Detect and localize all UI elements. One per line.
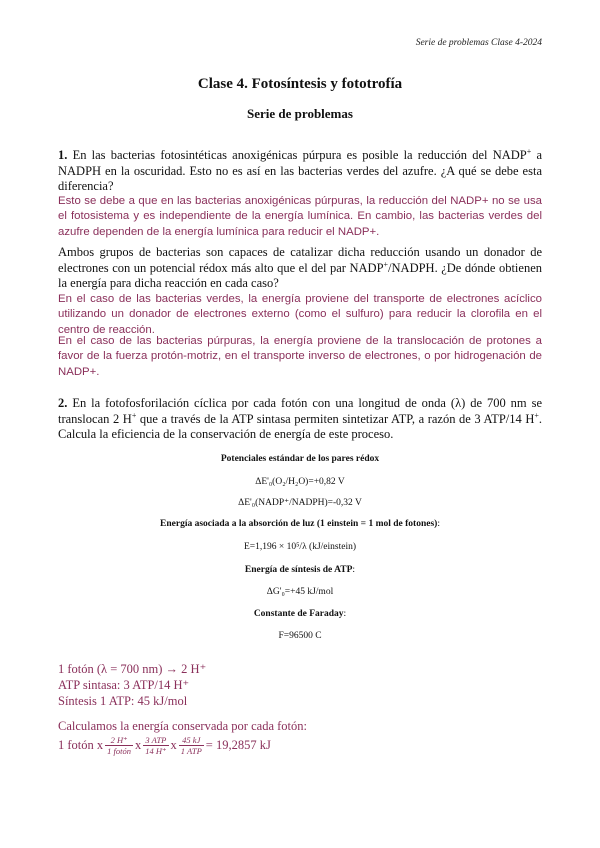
data-line-energy-formula: E=1,196 × 10⁵/λ (kJ/einstein)	[243, 542, 357, 552]
question-1-text-a: En las bacterias fotosintéticas anoxigénicas púrpura es posible la reducción del NADP	[72, 148, 527, 162]
answer-1: Esto se debe a que en las bacterias anoxigénicas púrpuras, la reducción del NADP+ no se usa el fotosistema y es independiente de la energía lumínica. En cambio, las bacterias verdes del azufre dependen de la energía lumínica para reducir el NADP+.	[58, 195, 542, 238]
question-2-text-a: En la fotofosforilación cíclica por cada fotón con una longitud de onda (λ) de 700 nm se translocan 2 H	[58, 396, 543, 426]
superscript-plus: +	[383, 259, 389, 269]
colon: :	[437, 519, 440, 529]
solution-line-1: 1 fotón (λ = 700 nm) → 2 H⁺	[58, 662, 207, 676]
question-1-number: 1.	[58, 148, 68, 162]
solution-line-2: ATP sintasa: 3 ATP/14 H⁺	[58, 678, 190, 692]
data-heading-atp-synthesis-text: Energía de síntesis de ATP	[244, 565, 353, 575]
data-heading-light-energy-text: Energía asociada a la absorción de luz (1 einstein = 1 mol de fotones)	[160, 519, 438, 529]
data-heading-faraday	[0, 609, 600, 619]
fraction-numerator: 3 ATP	[143, 735, 168, 746]
data-line-o2-h2o: ΔE'₀(O₂/H₂O)=+0,82 V	[255, 477, 345, 487]
data-heading-light-energy	[0, 519, 600, 529]
fraction-denominator: 14 H⁺	[145, 746, 167, 756]
fraction-protons-per-photon	[105, 735, 133, 756]
fraction-atp-per-protons	[143, 735, 168, 756]
superscript-plus: +	[131, 410, 137, 420]
data-line-faraday: F=96500 C	[278, 631, 322, 641]
fraction-denominator: 1 ATP	[180, 746, 202, 756]
data-line-atp-energy: ΔG'₀=+45 kJ/mol	[266, 587, 334, 597]
equation-result: = 19,2857 kJ	[205, 737, 271, 752]
fraction-numerator: 2 H⁺	[105, 735, 133, 746]
equation-prefix: 1 fotón x	[58, 737, 104, 752]
question-1-text-b: a NADPH en la oscuridad. Esto no es así en las bacterias verdes del azufre. ¿A qué se debe esta diferencia?	[58, 148, 543, 194]
answer-3: En el caso de las bacterias púrpuras, la energía proviene de la translocación de protones a favor de la fuerza protón-motriz, en el transporte inverso de electrones, o por hidrogenación de NADP+.	[58, 335, 542, 378]
data-line-nadp: ΔE'₀(NADP⁺/NADPH)=-0,32 V	[238, 498, 362, 508]
fraction-denominator: 1 fotón	[107, 746, 131, 756]
superscript-plus: +	[534, 410, 539, 420]
colon: :	[343, 609, 347, 619]
page-subtitle: Serie de problemas	[247, 106, 353, 121]
data-heading-atp-synthesis	[0, 565, 600, 575]
question-2-number: 2.	[58, 396, 68, 410]
colon: :	[352, 565, 356, 575]
answer-2: En el caso de las bacterias verdes, la energía proviene del transporte de electrones acíclico utilizando un donador de electrones externo (como el sulfuro) para reducir la clorofila en el centro de reacción.	[58, 293, 542, 336]
superscript-plus: +	[526, 146, 532, 156]
times-sign: x	[135, 737, 142, 752]
solution-equation	[58, 735, 271, 756]
question-1-part-2	[58, 245, 542, 292]
data-heading-faraday-text: Constante de Faraday	[253, 609, 344, 619]
question-2-text-c: . Calcula la eficiencia de la conservación de energía de este proceso.	[58, 411, 542, 442]
fraction-numerator: 45 kJ	[179, 735, 204, 746]
times-sign: x	[170, 737, 177, 752]
solution-line-3: Síntesis 1 ATP: 45 kJ/mol	[58, 694, 188, 708]
data-heading-potentials: Potenciales estándar de los pares rédox	[220, 454, 380, 464]
fraction-energy-per-atp	[179, 735, 204, 756]
page-title: Clase 4. Fotosíntesis y fototrofía	[197, 76, 403, 92]
question-1	[58, 148, 542, 195]
question-1-part-2-text-b: /NADPH. ¿De dónde obtienen la energía para dicha reacción en cada caso?	[58, 260, 543, 291]
question-2-text-b: que a través de la ATP sintasa permiten sintetizar ATP, a razón de 3 ATP/14 H	[136, 411, 535, 426]
question-2	[58, 396, 542, 443]
solution-line-4: Calculamos la energía conservada por cada fotón:	[58, 719, 307, 733]
question-1-part-2-text-a: Ambos grupos de bacterias son capaces de catalizar dicha reducción usando un donador de electrones con un potencial rédox más alto que el del par NADP	[58, 245, 542, 275]
header-note: Serie de problemas Clase 4-2024	[415, 38, 542, 48]
